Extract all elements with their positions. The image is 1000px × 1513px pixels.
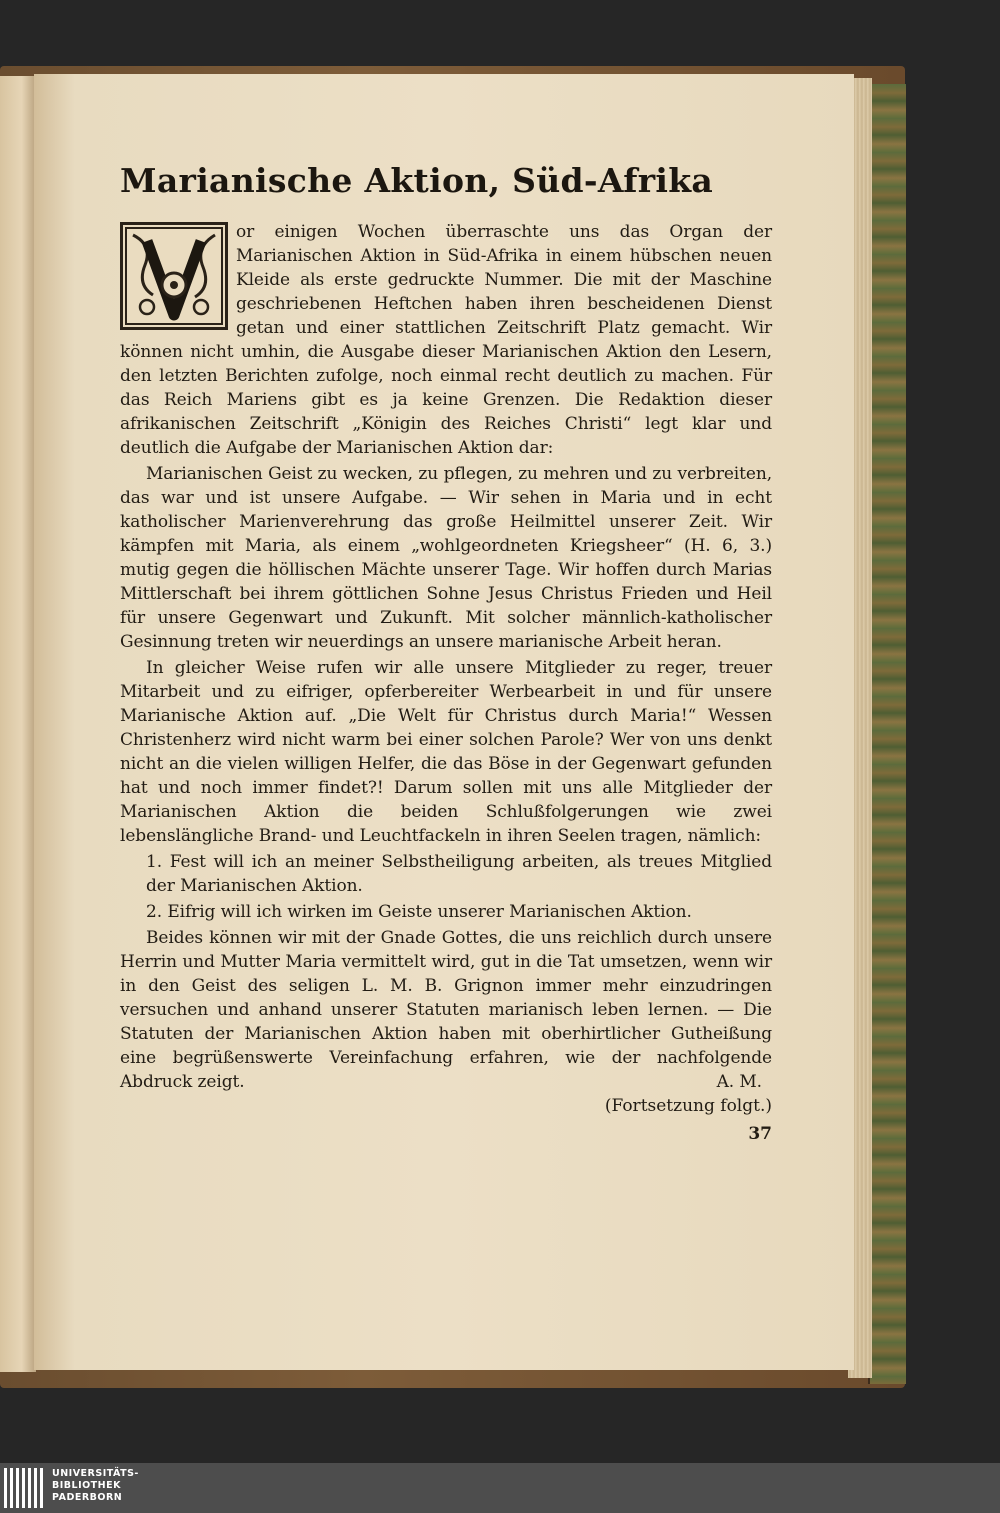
ornamental-initial [120, 222, 228, 330]
list-item-1: 1. Fest will ich an meiner Selbstheiligung arbeiten, als treues Mitglied der Marianischen Aktion. [146, 852, 772, 896]
article [120, 160, 772, 1146]
library-logo-text [52, 1468, 139, 1504]
marbled-edge [868, 84, 906, 1384]
list-item-2: 2. Eifrig will ich wirken im Geiste unserer Marianischen Aktion. [146, 902, 692, 922]
left-page-edge [0, 76, 36, 1372]
article-title: Marianische Aktion, Süd-Afrika [120, 161, 714, 200]
logo-line-1: UNIVERSITÄTS- [52, 1468, 139, 1479]
continuation-note: (Fortsetzung folgt.) [604, 1096, 772, 1116]
ornament-icon [123, 225, 225, 327]
library-footer [0, 1463, 1000, 1513]
page-number: 37 [748, 1124, 772, 1144]
paragraph-2: Marianischen Geist zu wecken, zu pflegen, zu mehren und zu verbreiten, das war und ist unsere Aufgabe. — Wir sehen in Maria und in echt katholischer Marienverehrung das große Heilmittel unserer Zeit. Wir kämpfen mit Maria, als einem „wohlgeordneten Kriegsheer“ (H. 6, 3.) mutig gegen die höllischen Mächte unserer Tage. Wir hoffen durch Marias Mittlerschaft bei ihrem göttlichen Sohne Jesus Christus Frieden und Heil für unsere Gegenwart und Zukunft. Mit solcher männlich-katholischer Gesinnung treten wir neuerdings an unsere marianische Arbeit heran. [120, 464, 772, 652]
library-logo-icon [4, 1468, 46, 1508]
logo-line-2: BIBLIOTHEK [52, 1480, 121, 1491]
logo-line-3: PADERBORN [52, 1492, 123, 1503]
closing-text: Beides können wir mit der Gnade Gottes, die uns reichlich durch unsere Herrin und Mutter Maria vermittelt wird, gut in die Tat umsetzen, wenn wir in den Geist des seligen L. M. B. Grignon immer mehr einzudringen versuchen und anhand unserer Statuten marianisch leben lernen. — Die Statuten der Marianischen Aktion haben mit oberhirtlicher Gutheißung eine begrüßenswerte Vereinfachung erfahren, wie der nachfolgende Abdruck zeigt. [120, 928, 772, 1092]
paragraph-3: In gleicher Weise rufen wir alle unsere Mitglieder zu reger, treuer Mitarbeit und zu eifriger, opferbereiter Werbearbeit in und für unsere Marianische Aktion auf. „Die Welt für Christus durch Maria!“ Wessen Christenherz wird nicht warm bei einer solchen Parole? Wer von uns denkt nicht an die vielen willigen Helfer, die das Böse in der Gegenwart gefunden hat und noch immer findet?! Darum sollen mit uns alle Mitglieder der Marianischen Aktion die beiden Schlußfolgerungen wie zwei lebenslängliche Brand- und Leuchtfackeln in ihren Seelen tragen, nämlich: [120, 658, 772, 846]
author-signature: A. M. [716, 1072, 762, 1092]
closing-paragraph [120, 926, 772, 1094]
paragraph-1-text: or einigen Wochen überraschte uns das Organ der Marianischen Aktion in Süd-Afrika in einem hübschen neuen Kleide als erste gedruckte Nummer. Die mit der Maschine geschriebenen Heftchen haben ihren bescheidenen Dienst getan und einer stattlichen Zeitschrift Platz gemacht. Wir können nicht umhin, die Ausgabe dieser Marianischen Aktion den Lesern, den letzten Berichten zufolge, noch einmal recht deutlich zu machen. Für das Reich Mariens gibt es ja keine Grenzen. Die Redaktion dieser afrikanischen Zeitschrift „Königin des Reiches Christi“ legt klar und deutlich die Aufgabe der Marianischen Aktion dar: [120, 222, 772, 458]
paragraph-1 [120, 220, 772, 460]
book-page [34, 74, 854, 1370]
